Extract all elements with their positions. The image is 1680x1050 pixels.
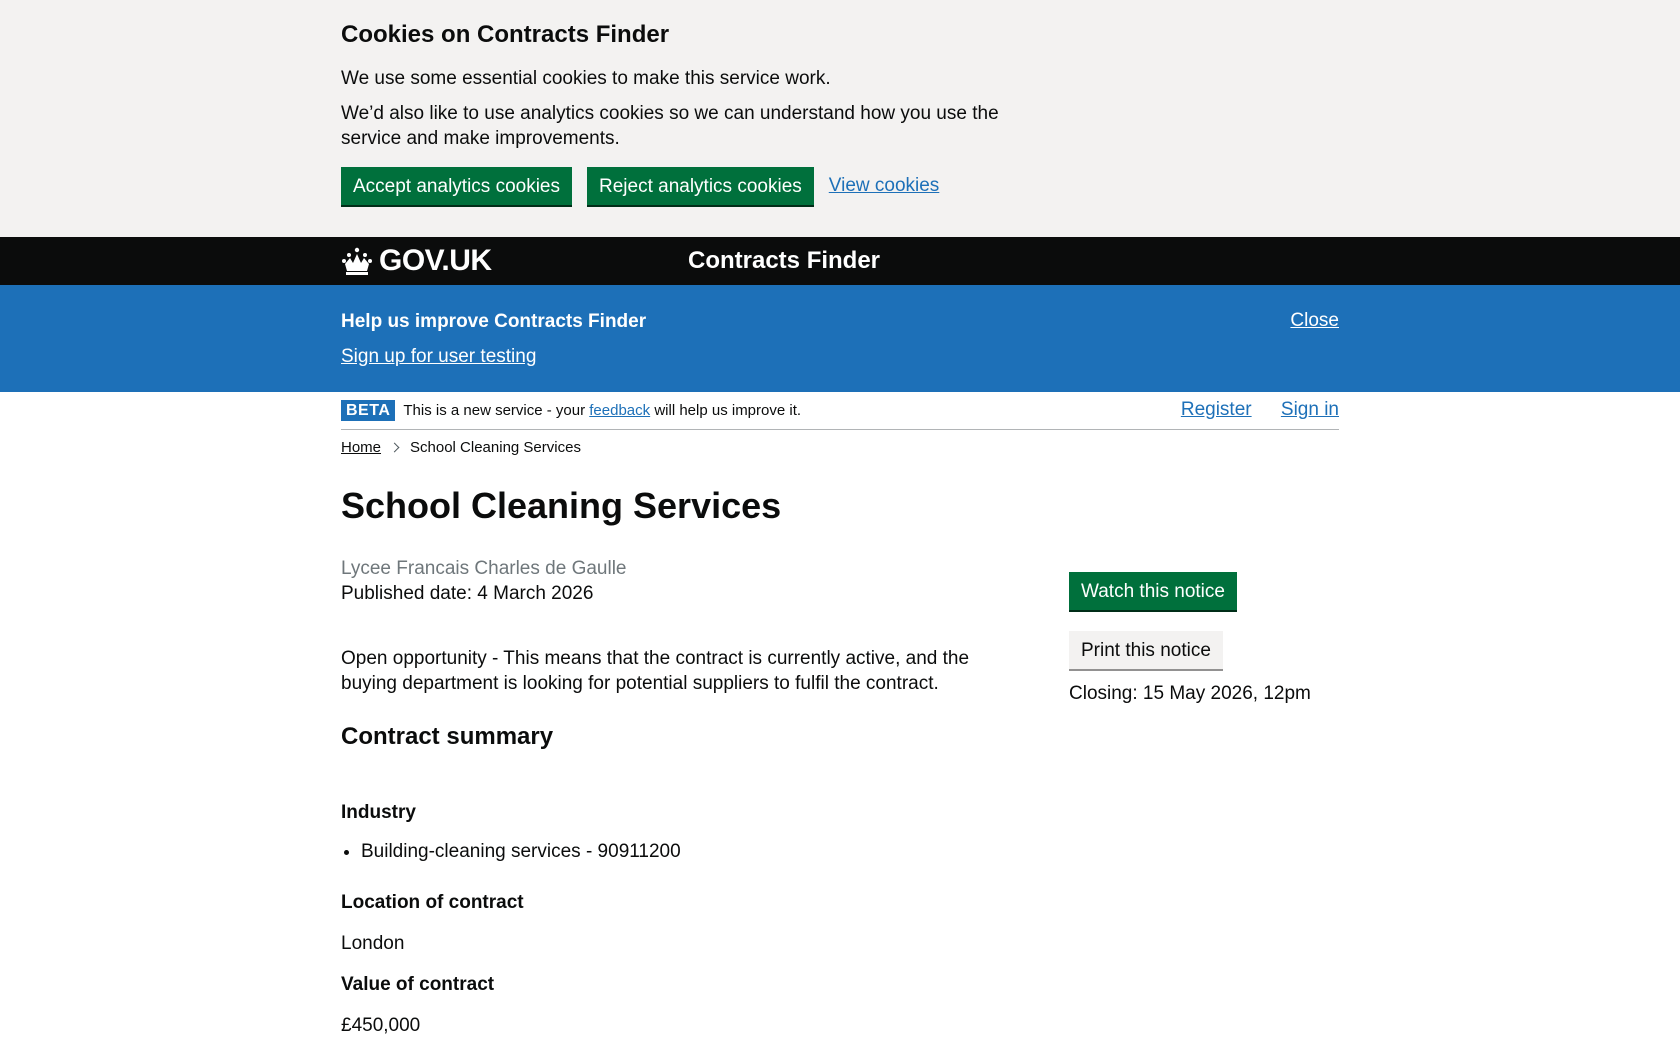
govuk-logo-link[interactable]: [341, 244, 492, 278]
service-name-link[interactable]: Contracts Finder: [688, 247, 881, 274]
register-link[interactable]: Register: [1180, 399, 1252, 420]
close-research-banner-link[interactable]: Close: [1290, 310, 1339, 331]
notice-sidebar: [1069, 556, 1339, 1038]
list-item: • Building-cleaning services - 90911200: [361, 839, 1021, 864]
user-research-banner: [0, 285, 1680, 392]
location-value: London: [341, 933, 405, 954]
user-research-title: Help us improve Contracts Finder: [341, 311, 647, 332]
beta-tag: BETA: [341, 400, 395, 421]
site-header: [0, 237, 1680, 285]
user-testing-signup-link[interactable]: Sign up for user testing: [341, 346, 537, 367]
accept-cookies-button[interactable]: Accept analytics cookies: [341, 167, 572, 205]
breadcrumb: [341, 439, 1339, 456]
watch-notice-button[interactable]: Watch this notice: [1069, 572, 1237, 610]
chevron-right-icon: [390, 443, 400, 453]
industry-heading: Industry: [341, 802, 416, 823]
notice-status-description: Open opportunity - This means that the contract is currently active, and the buying department is looking for potential suppliers to fulfil the contract.: [341, 648, 970, 694]
breadcrumb-home-link[interactable]: Home: [341, 439, 382, 456]
page-title: School Cleaning Services: [341, 485, 782, 526]
phase-text-after: will help us improve it.: [650, 402, 802, 419]
account-links: [1157, 399, 1339, 421]
breadcrumb-current: School Cleaning Services: [410, 439, 581, 456]
govuk-logo-text: GOV.UK: [379, 244, 492, 277]
cookie-banner-actions: [341, 167, 1339, 205]
sign-in-link[interactable]: Sign in: [1280, 399, 1339, 420]
contract-summary-heading: Contract summary: [341, 723, 554, 750]
phase-text-before: This is a new service - your: [403, 402, 590, 419]
feedback-link[interactable]: feedback: [589, 402, 651, 419]
cookie-banner: [0, 0, 1680, 237]
cookie-banner-title: Cookies on Contracts Finder: [341, 21, 670, 48]
published-date: Published date: 4 March 2026: [341, 583, 594, 604]
closing-date: Closing: 15 May 2026, 12pm: [1069, 683, 1311, 704]
location-heading: Location of contract: [341, 892, 524, 913]
value-heading: Value of contract: [341, 974, 495, 995]
contract-value: £450,000: [341, 1015, 421, 1036]
phase-banner-text: [403, 402, 801, 419]
cookie-banner-text-analytics: We’d also like to use analytics cookies so we can understand how you use the service and make improvements.: [341, 103, 999, 149]
print-notice-button[interactable]: Print this notice: [1069, 631, 1223, 669]
phase-banner: [341, 392, 1339, 430]
view-cookies-link[interactable]: View cookies: [828, 175, 940, 196]
notice-content: [341, 556, 1339, 1038]
industry-list: [341, 839, 1021, 864]
cookie-banner-text: We use some essential cookies to make this service work.: [341, 68, 831, 89]
notice-main: [341, 556, 1021, 1038]
reject-cookies-button[interactable]: Reject analytics cookies: [587, 167, 814, 205]
organisation-name: Lycee Francais Charles de Gaulle: [341, 558, 627, 579]
crown-icon: [341, 246, 373, 276]
